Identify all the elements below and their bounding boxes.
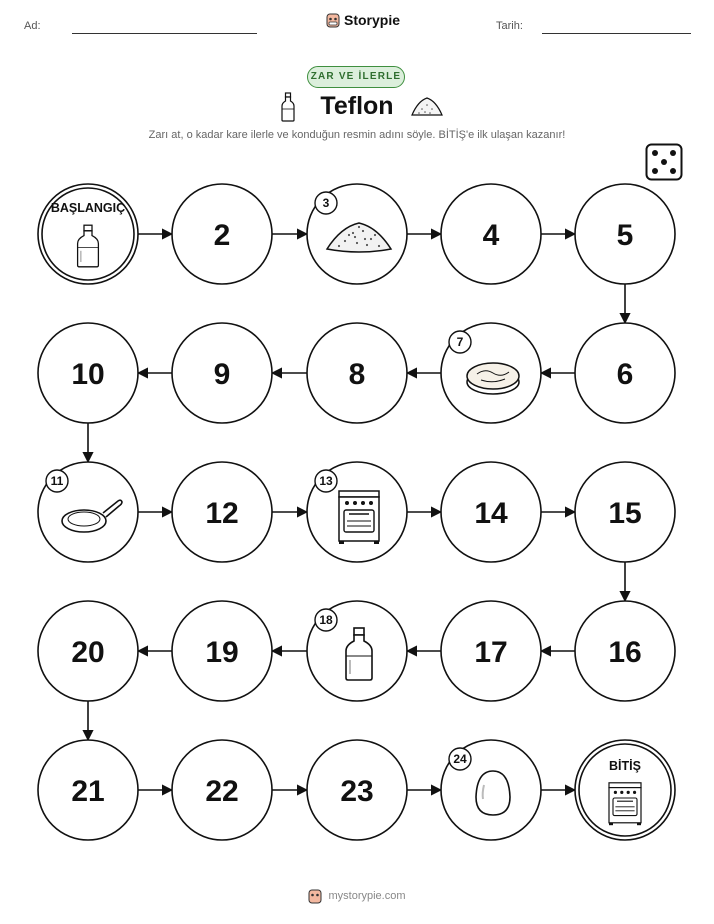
- name-label: Ad:: [24, 20, 41, 32]
- board-cell: [441, 740, 541, 840]
- board-cell: [172, 601, 272, 701]
- game-type-badge: ZAR VE İLERLE: [307, 66, 405, 88]
- cell-number: 17: [474, 636, 508, 669]
- cell-number: 14: [474, 497, 508, 530]
- footer: [0, 888, 714, 904]
- cell-number: 12: [205, 497, 239, 530]
- cell-number: 13: [319, 474, 333, 488]
- board-cell: [307, 323, 407, 423]
- board-cell: [307, 462, 407, 562]
- cell-number: 9: [213, 358, 231, 391]
- cell-number: 4: [482, 219, 500, 252]
- page-title: Teflon: [320, 92, 394, 120]
- footer-url: mystorypie.com: [328, 890, 406, 902]
- board-cell: [307, 184, 407, 284]
- cell-number: 8: [348, 358, 366, 391]
- pancake-icon: [467, 363, 519, 394]
- cell-number: 3: [322, 196, 330, 210]
- egg-icon: [476, 771, 510, 815]
- board-cell: [441, 323, 541, 423]
- board-cell: [575, 462, 675, 562]
- storypie-logo-icon: [308, 888, 322, 904]
- cell-number: 19: [205, 636, 239, 669]
- cell-number: 20: [71, 636, 105, 669]
- cell-number: 18: [319, 613, 333, 627]
- cell-number: 23: [340, 775, 374, 808]
- board-cell: [172, 323, 272, 423]
- board-cell: [172, 184, 272, 284]
- cell-number: 2: [213, 219, 231, 252]
- cell-number: 21: [71, 775, 105, 808]
- start-cell: [38, 184, 138, 284]
- board-cell: [38, 601, 138, 701]
- brand-name: Storypie: [344, 12, 401, 28]
- board-cell: [441, 184, 541, 284]
- stove-icon: [339, 491, 379, 544]
- board-cell: [575, 184, 675, 284]
- board-cell: [307, 740, 407, 840]
- board-cell: [38, 740, 138, 840]
- cell-number: 24: [453, 752, 467, 766]
- board-cell: [172, 740, 272, 840]
- finish-cell: [575, 740, 675, 840]
- board-cell: [441, 601, 541, 701]
- board-cell: [307, 601, 407, 701]
- cell-number: 7: [456, 335, 464, 349]
- cell-number: 22: [205, 775, 239, 808]
- cell-number: 11: [50, 474, 64, 488]
- finish-label: BİTİŞ: [609, 759, 641, 773]
- cell-number: 10: [71, 358, 105, 391]
- board-cells: [38, 184, 675, 840]
- board-cell: [38, 323, 138, 423]
- board-cell: [38, 462, 138, 562]
- cell-number: 15: [608, 497, 642, 530]
- board-cell: [172, 462, 272, 562]
- date-label: Tarih:: [496, 20, 523, 32]
- board-cell: [575, 601, 675, 701]
- cell-number: 5: [616, 219, 634, 252]
- stove-icon: [609, 783, 641, 825]
- board-cell: [441, 462, 541, 562]
- start-label: BAŞLANGIÇ: [50, 201, 126, 215]
- board-cell: [575, 323, 675, 423]
- instructions: Zarı at, o kadar kare ilerle ve konduğun resmin adını söyle. BİTİŞ'e ilk ulaşan kazanır!: [148, 129, 566, 141]
- cell-number: 6: [616, 358, 634, 391]
- cell-number: 16: [608, 636, 642, 669]
